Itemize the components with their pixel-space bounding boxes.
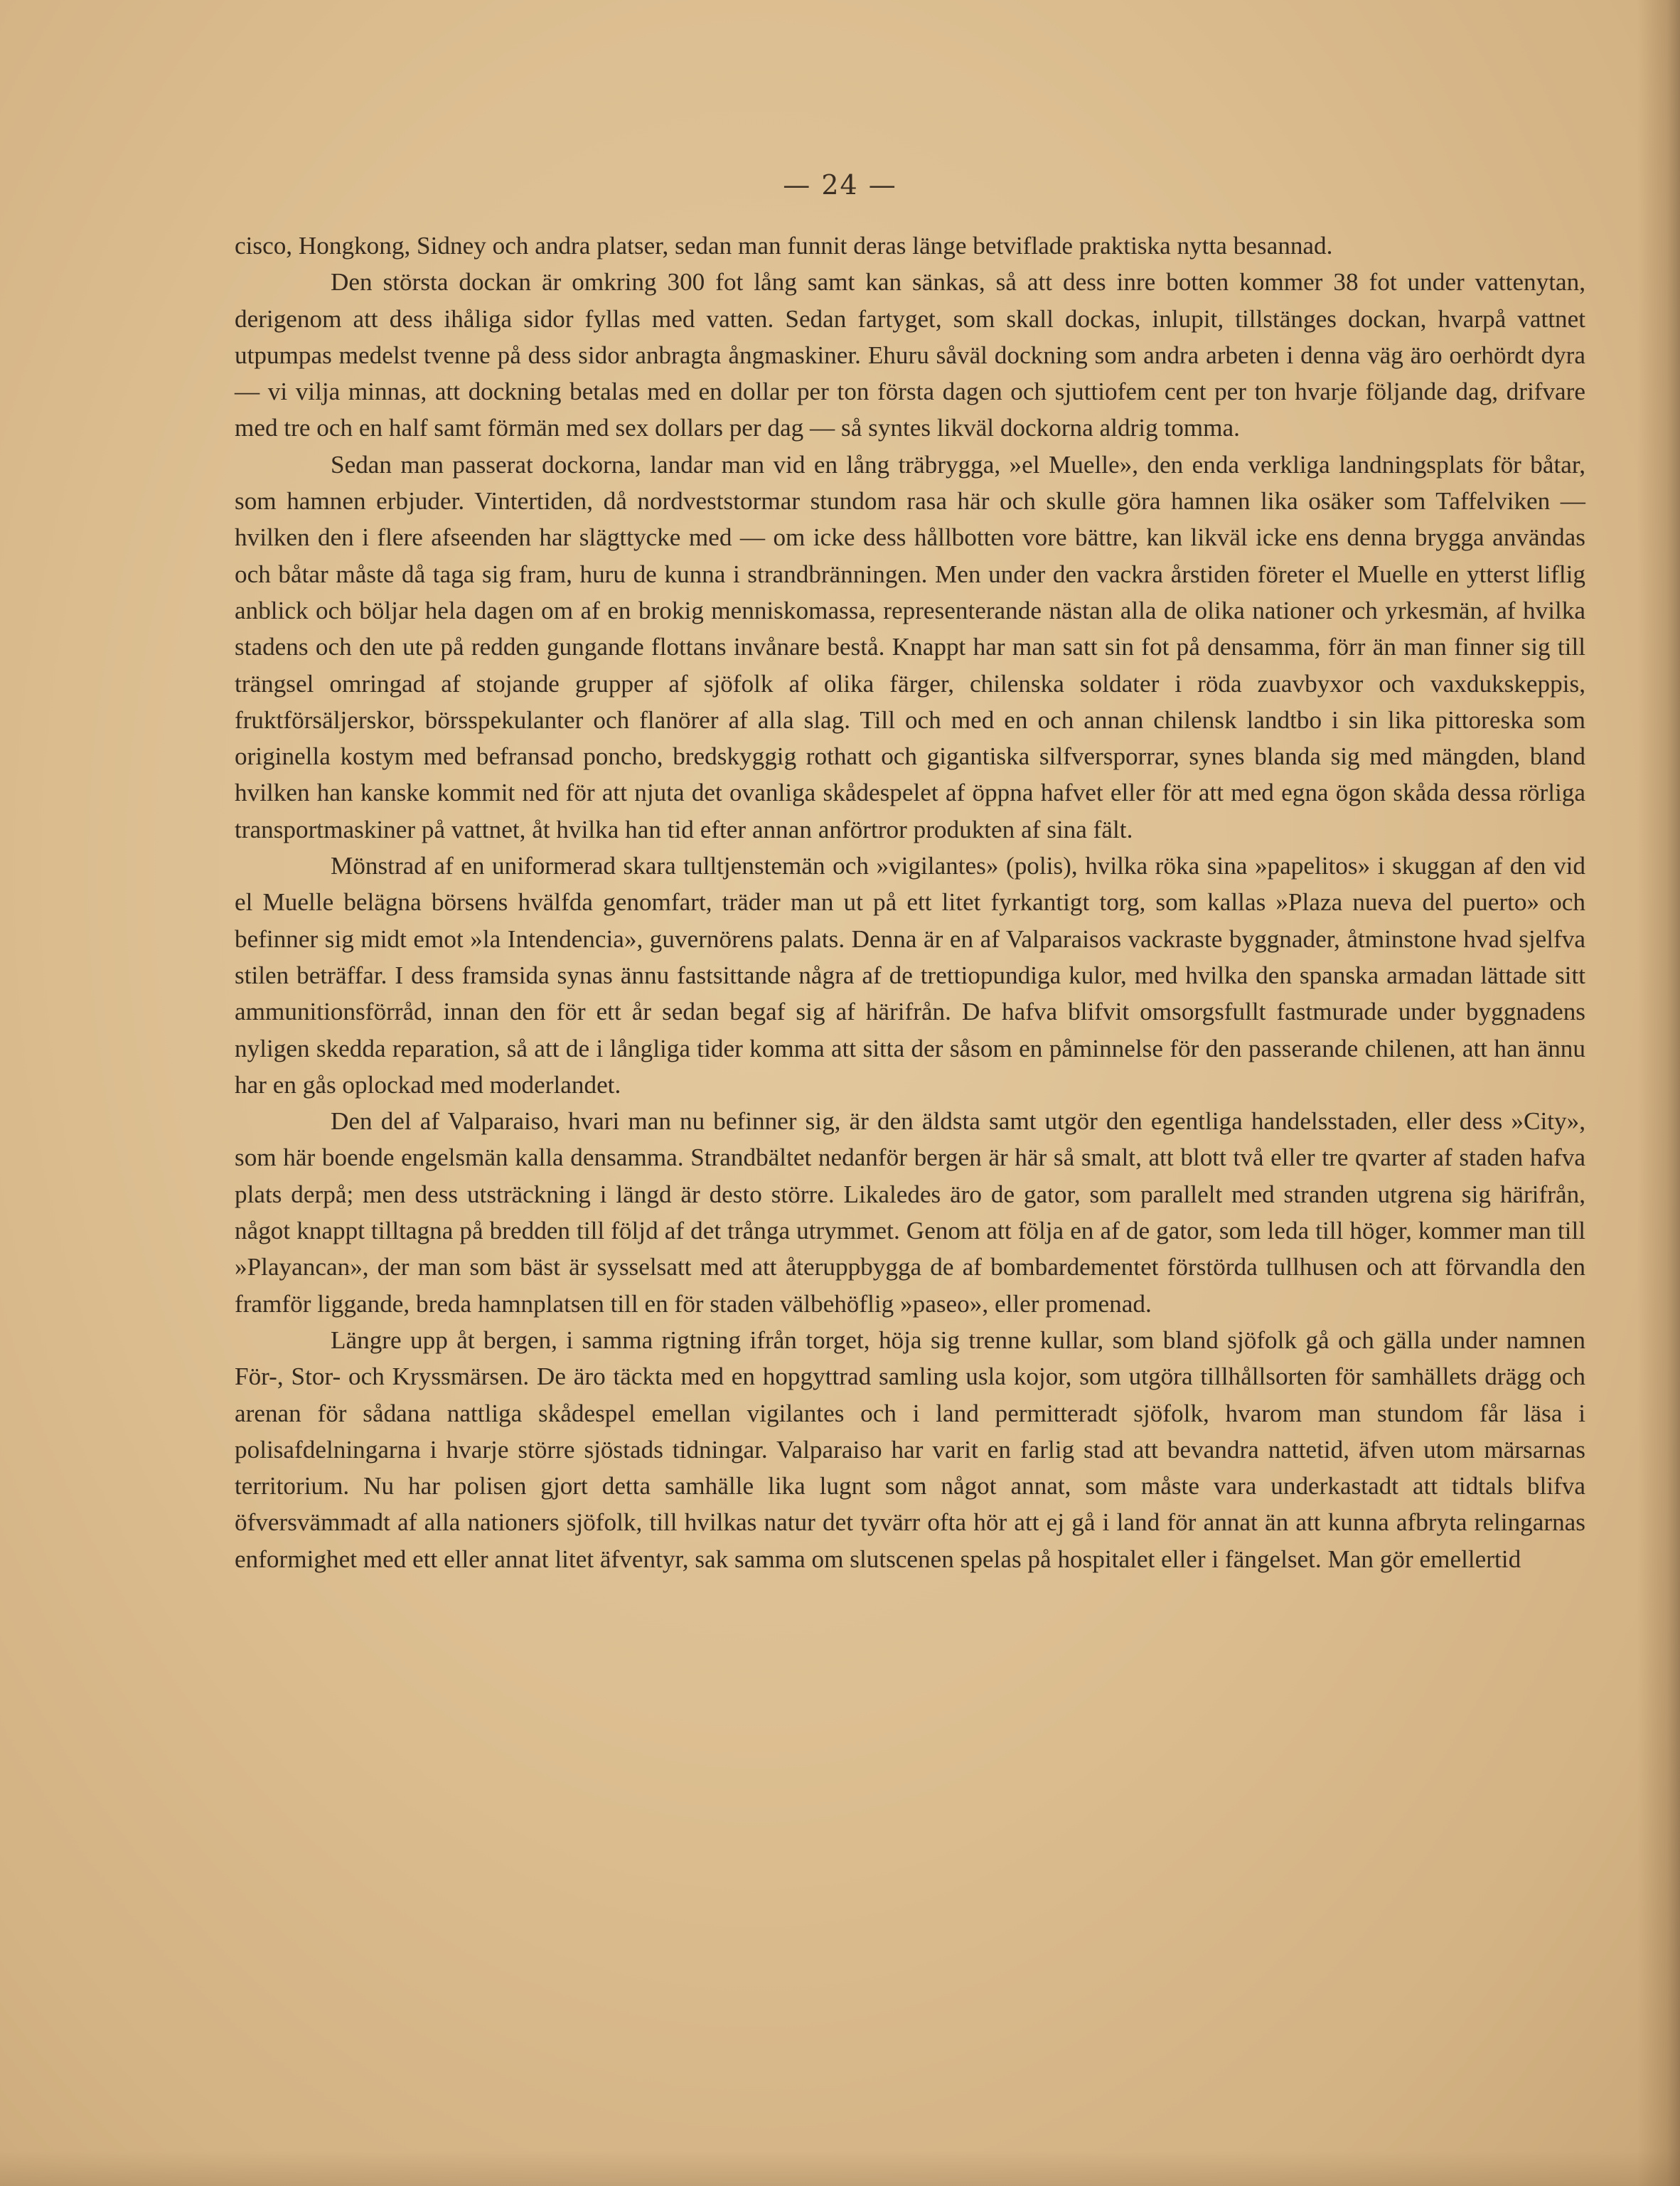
paragraph: Sedan man passerat dockorna, landar man vid en lång träbrygga, »el Muelle», den enda verkliga landningsplats för båtar, som hamnen erbjuder. Vintertiden, då nordveststormar stundom rasa här och skulle göra hamnen lika osäker som Taffelviken — hvilken den i flere afseenden har slägttycke med — om icke dess hållbotten vore bättre, kan likväl icke ens denna brygga användas och båtar måste då taga sig fram, huru de kunna i strandbränningen. Men under den vackra årstiden företer el Muelle en ytterst liflig anblick och böljar hela dagen om af en brokig menniskomassa, representerande nästan alla de olika nationer och yrkesmän, af hvilka stadens och den ute på redden gungande flottans invånare bestå. Knappt har man satt sin fot på densamma, förr än man finner sig till trängsel omringad af stojande grupper af sjöfolk af olika färger, chilenska soldater i röda zuavbyxor och vaxdukskeppis, fruktförsäljerskor, börsspekulanter och flanörer af alla slag. Till och med en och annan chilensk landtbo i sin lika pittoreska som originella kostym med befransad poncho, bredskyggig rothatt och gigantiska silfversporrar, synes blanda sig med mängden, bland hvilken han kanske kommit ned för att njuta det ovanliga skådespelet af öppna hafvet eller för att med egna ögon skåda dessa rörliga transportmaskiner på vattnet, åt hvilka han tid efter annan anförtror produkten af sina fält.	[235, 450, 1585, 843]
paragraph: Den del af Valparaiso, hvari man nu befinner sig, är den äldsta samt utgör den egentliga handelsstaden, eller dess »City», som här boende engelsmän kalla densamma. Strandbältet nedanför bergen är här så smalt, att blott två eller tre qvarter af staden hafva plats derpå; men dess utsträckning i längd är desto större. Likaledes äro de gator, som parallelt med stranden utgrena sig härifrån, något knappt tilltagna på bredden till följd af det trånga utrymmet. Genom att följa en af de gator, som leda till höger, kommer man till »Playancan», der man som bäst är sysselsatt med att återuppbygga de af bombardementet förstörda tullhusen och att förvandla den framför liggande, breda hamnplatsen till en för staden välbehöflig »paseo», eller promenad.	[235, 1107, 1585, 1318]
paragraph: Längre upp åt bergen, i samma rigtning ifrån torget, höja sig trenne kullar, som bland sjöfolk gå och gälla under namnen För-, Stor- och Kryssmärsen. De äro täckta med en hopgyttrad samling usla kojor, som utgöra tillhållsorten för samhällets drägg och arenan för sådana nattliga skådespel emellan vigilantes och i land permitteradt sjöfolk, hvarom man stundom får läsa i polisafdelningarna i hvarje större sjöstads tidningar. Valparaiso har varit en farlig stad att bevandra nattetid, äfven utom märsarnas territorium. Nu har polisen gjort detta samhälle lika lugnt som något annat, som måste vara underkastadt att tidtals blifva öfversvämmadt af alla nationers sjöfolk, till hvilkas natur det tyvärr ofta hör att ej gå i land för annat än att kunna afbryta relingarnas enformighet med ett eller annat litet äfventyr, sak samma om slutscenen spelas på hospitalet eller i fängelset. Man gör emellertid	[235, 1326, 1585, 1573]
body-text	[235, 228, 1585, 1577]
paragraph: cisco, Hongkong, Sidney och andra platser, sedan man funnit deras länge betviflade praktiska nytta besannad.	[235, 232, 1333, 260]
page-edge-shadow	[1637, 0, 1680, 2186]
paragraph: Mönstrad af en uniformerad skara tulltjenstemän och »vigilantes» (polis), hvilka röka sina »papelitos» i skuggan af den vid el Muelle belägna börsens hvälfda genomfart, träder man ut på ett litet fyrkantigt torg, som kallas »Plaza nueva del puerto» och befinner sig midt emot »la Intendencia», guvernörens palats. Denna är en af Valparaisos vackraste byggnader, åtminstone hvad sjelfva stilen beträffar. I dess framsida synas ännu fastsittande några af de trettiopundiga kulor, med hvilka den spanska armadan lättade sitt ammunitionsförråd, innan den för ett år sedan begaf sig af härifrån. De hafva blifvit omsorgsfullt fastmurade under byggnadens nyligen skedda reparation, så att de i långliga tider komma att sitta der såsom en påminnelse för den passerande chilenen, att han ännu har en gås oplockad med moderlandet.	[235, 852, 1585, 1099]
page-number: — 24 —	[783, 169, 897, 201]
page-bottom-shadow	[0, 2150, 1680, 2186]
paragraph: Den största dockan är omkring 300 fot lång samt kan sänkas, så att dess inre botten kommer 38 fot under vattenytan, derigenom att dess ihåliga sidor fyllas med vatten. Sedan fartyget, som skall dockas, inlupit, tillstänges dockan, hvarpå vattnet utpumpas medelst tvenne på dess sidor anbragta ångmaskiner. Ehuru såväl dockning som andra arbeten i denna väg äro oerhördt dyra — vi vilja minnas, att dockning betalas med en dollar per ton första dagen och sjuttiofem cent per ton hvarje följande dag, drifvare med tre och en half samt förmän med sex dollars per dag — så syntes likväl dockorna aldrig tomma.	[235, 268, 1585, 442]
